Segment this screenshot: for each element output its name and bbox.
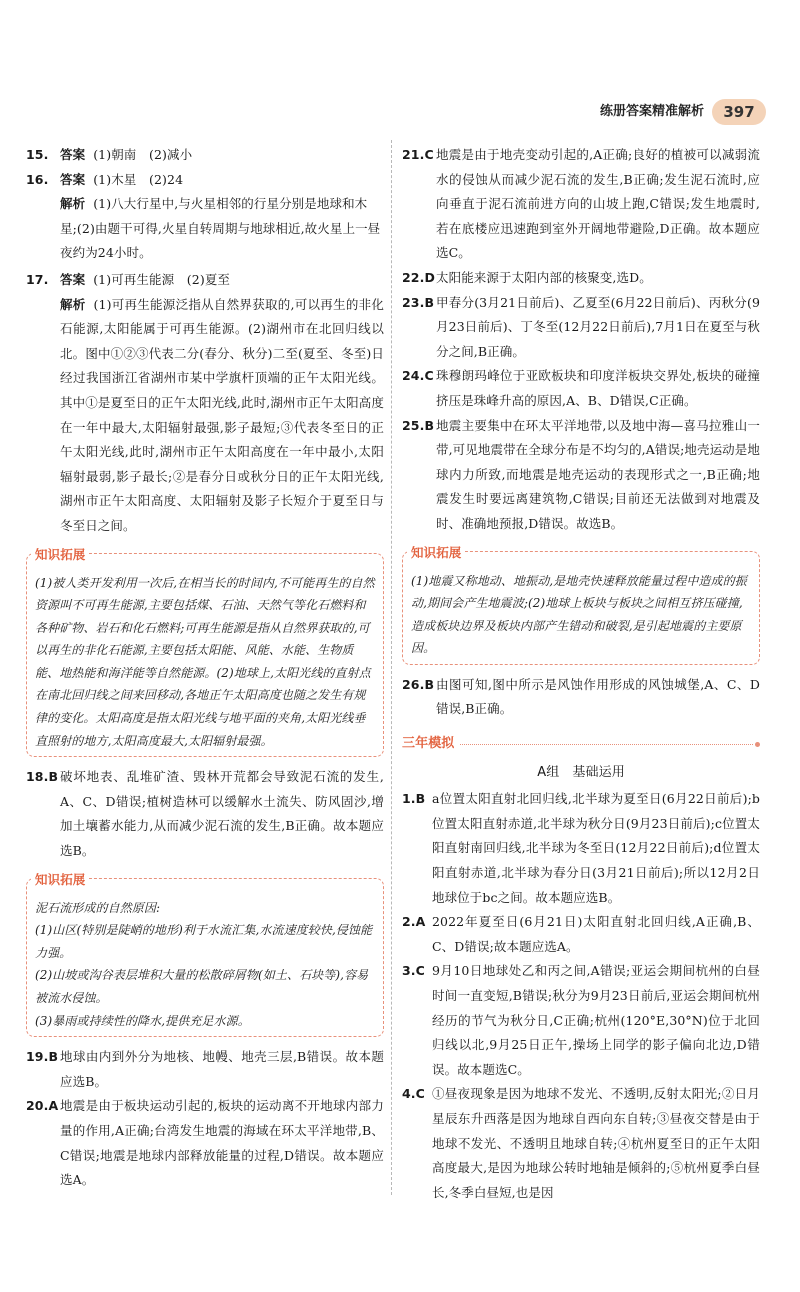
answer-23 (402, 291, 760, 365)
question-number: 26.B (402, 676, 435, 692)
section-dot (755, 742, 760, 747)
knowledge-line: (1)山区(特别是陡峭的地形)利于水流汇集,水流速度较快,侵蚀能力强。 (35, 923, 373, 960)
right-column (402, 143, 760, 1205)
analysis-16 (26, 192, 384, 266)
answer-label: 答案 (60, 171, 86, 187)
answer-21 (402, 143, 760, 266)
page-number: 397 (712, 99, 766, 125)
question-number: 18.B (26, 769, 59, 785)
answer-26 (402, 673, 760, 722)
question-number: 25.B (402, 417, 435, 433)
answer-text: 2022年夏至日(6月21日)太阳直射北回归线,A正确,B、C、D错误;故本题应选A。 (432, 914, 760, 954)
answer-24 (402, 364, 760, 413)
mock-answer-3 (402, 959, 760, 1082)
knowledge-text: (1)地震又称地动、地振动,是地壳快速释放能量过程中造成的振动,期间会产生地震波;(2)地球上板块与板块之间相互挤压碰撞,造成板块边界及板块内部产生错动和破裂,是引起地震的主要原因。 (411, 573, 747, 656)
question-number: 17. (26, 271, 49, 287)
answer-17 (26, 268, 384, 293)
mock-answer-2 (402, 910, 760, 959)
answer-15 (26, 143, 384, 168)
answer-text: 珠穆朗玛峰位于亚欧板块和印度洋板块交界处,板块的碰撞挤压是珠峰升高的原因,A、B、D错误,C正确。 (436, 368, 760, 408)
answer-text: a位置太阳直射北回归线,北半球为夏至日(6月22日前后);b位置太阳直射赤道,北半球为秋分日(9月23日前后);c位置太阳直射南回归线,北半球为冬至日(12月22日前后);d位置太阳直射赤道,北半球为春分日(3月21日前后);所以12月2日地球位于bc之间。故本题应选B。 (432, 791, 760, 905)
question-number: 24.C (402, 368, 434, 384)
analysis-17 (26, 293, 384, 539)
mock-answer-4 (402, 1082, 760, 1205)
group-title: A组 基础运用 (537, 764, 625, 780)
answer-text: ①昼夜现象是因为地球不发光、不透明,反射太阳光;②日月星辰东升西落是因为地球自西向东自转;③昼夜交替是由于地球不发光、不透明且地球自转;④杭州夏至日的正午太阳高度最大,是因为地球公转时地轴是倾斜的;⑤杭州夏季白昼长,冬季白昼短,也是因 (432, 1086, 760, 1200)
answer-22 (402, 266, 760, 291)
question-number: 1.B (402, 791, 426, 807)
answer-19 (26, 1045, 384, 1094)
section-rule (460, 744, 753, 745)
answer-25 (402, 414, 760, 537)
answer-text: 地震是由于板块运动引起的,板块的运动离不开地球内部力量的作用,A正确;台湾发生地震的海域在环太平洋地带,B、C错误;地震是地球内部释放能量的过程,D错误。故本题应选A。 (60, 1098, 384, 1188)
answer-label: 答案 (60, 147, 86, 162)
knowledge-line: (2)山坡或沟谷表层堆积大量的松散碎屑物(如土、石块等),容易被流水侵蚀。 (35, 968, 369, 1005)
section-title: 三年模拟 (402, 736, 455, 752)
knowledge-tag: 知识拓展 (407, 542, 465, 565)
knowledge-tag: 知识拓展 (31, 544, 89, 567)
answer-label: 答案 (60, 271, 86, 287)
knowledge-tag: 知识拓展 (31, 869, 89, 892)
question-number: 16. (26, 171, 49, 187)
knowledge-box (402, 544, 760, 665)
mock-answer-1 (402, 787, 760, 910)
knowledge-line: 泥石流形成的自然原因: (35, 900, 161, 915)
left-column (26, 143, 384, 1193)
knowledge-box (26, 546, 384, 758)
question-number: 23.B (402, 294, 435, 310)
answer-text: 地球由内到外分为地核、地幔、地壳三层,B错误。故本题应选B。 (60, 1049, 384, 1089)
analysis-text: (1)可再生能源泛指从自然界获取的,可以再生的非化石能源,太阳能属于可再生能源。(2)湖州市在北回归线以北。图中①②③代表二分(春分、秋分)二至(夏至、冬至)日经过我国浙江省湖州市某中学旗杆顶端的正午太阳光线。其中①是夏至日的正午太阳光线,此时,湖州市正午太阳高度在一年中最大,太阳辐射最强,影子最短;③代表冬至日的正午太阳光线,此时,湖州市正午太阳高度在一年中最小,太阳辐射最弱,影子最长;②是春分日或秋分日的正午太阳光线,湖州市正午太阳高度、太阳辐射及影子长短介于夏至日与冬至日之间。 (60, 296, 384, 533)
question-number: 15. (26, 147, 49, 162)
knowledge-box (26, 871, 384, 1038)
column-divider (391, 140, 392, 1195)
answer-text: 地震主要集中在环太平洋地带,以及地中海—喜马拉雅山一带,可见地震带在全球分布是不均匀的,A错误;地壳运动是地球内力所致,而地震是地壳运动的表现形式之一,B正确;地震发生时要远离建筑物,C错误;目前还无法做到对地震及时、准确地预报,D错误。故选B。 (436, 417, 760, 531)
question-number: 21.C (402, 147, 434, 162)
answer-18 (26, 765, 384, 863)
answer-20 (26, 1094, 384, 1192)
question-number: 22.D (402, 269, 435, 285)
answer-text: 甲春分(3月21日前后)、乙夏至(6月22日前后)、丙秋分(9月23日前后)、丁冬至(12月22日前后),7月1日在夏至与秋分之间,B正确。 (436, 294, 760, 359)
knowledge-text: (1)被人类开发利用一次后,在相当长的时间内,不可能再生的自然资源叫不可再生能源,主要包括煤、石油、天然气等化石燃料和各种矿物、岩石和化石燃料;可再生能源是指从自然界获取的,可以再生的非化石能源,主要包括太阳能、风能、水能、生物质能、地热能和海洋能等自然能源。(2)地球上,太阳光线的直射点在南北回归线之间来回移动,各地正午太阳高度也随之发生有规律的变化。太阳高度是指太阳光线与地平面的夹角,太阳光线垂直照射的地方,太阳高度最大,太阳辐射最强。 (35, 575, 375, 748)
question-number: 4.C (402, 1086, 425, 1102)
answer-text: 地震是由于地壳变动引起的,A正确;良好的植被可以减弱流水的侵蚀从而减少泥石流的发生,B正确;发生泥石流时,应向垂直于泥石流前进方向的山坡上跑,C错误;发生地震时,若在底楼应迅速跑到室外开阔地带避险,D正确。故本题应选C。 (436, 147, 760, 261)
analysis-text: (1)八大行星中,与火星相邻的行星分别是地球和木星;(2)由题干可得,火星自转周期与地球相近,故火星上一昼夜约为24小时。 (60, 196, 381, 261)
knowledge-line: (3)暴雨或持续性的降水,提供充足水源。 (35, 1013, 250, 1028)
answer-text: (1)木星 (2)24 (93, 171, 184, 187)
analysis-label: 解析 (60, 196, 86, 212)
question-number: 2.A (402, 914, 426, 930)
section-header (402, 732, 760, 757)
answer-text: 由图可知,图中所示是风蚀作用形成的风蚀城堡,A、C、D错误,B正确。 (436, 676, 760, 717)
answer-text: 破坏地表、乱堆矿渣、毁林开荒都会导致泥石流的发生,A、C、D错误;植树造林可以缓解水土流失、防风固沙,增加土壤蓄水能力,从而减少泥石流的发生,B正确。故本题应选B。 (60, 769, 384, 859)
answer-text: (1)可再生能源 (2)夏至 (93, 271, 231, 287)
analysis-label: 解析 (60, 296, 86, 312)
answer-text: (1)朝南 (2)减小 (93, 147, 193, 162)
header-title: 练册答案精准解析 (599, 104, 704, 119)
answer-text: 9月10日地球处乙和丙之间,A错误;亚运会期间杭州的白昼时间一直变短,B错误;秋分为9月23日前后,亚运会期间杭州经历的节气为秋分日,C正确;杭州(120°E,30°N)位于北回归线以北,9月25日正午,操场上同学的影子偏向北边,D错误。故本题选C。 (432, 963, 760, 1077)
question-number: 3.C (402, 963, 425, 979)
question-number: 20.A (26, 1098, 59, 1114)
question-number: 19.B (26, 1049, 59, 1065)
answer-text: 太阳能来源于太阳内部的核聚变,选D。 (436, 269, 652, 285)
answer-16 (26, 168, 384, 193)
